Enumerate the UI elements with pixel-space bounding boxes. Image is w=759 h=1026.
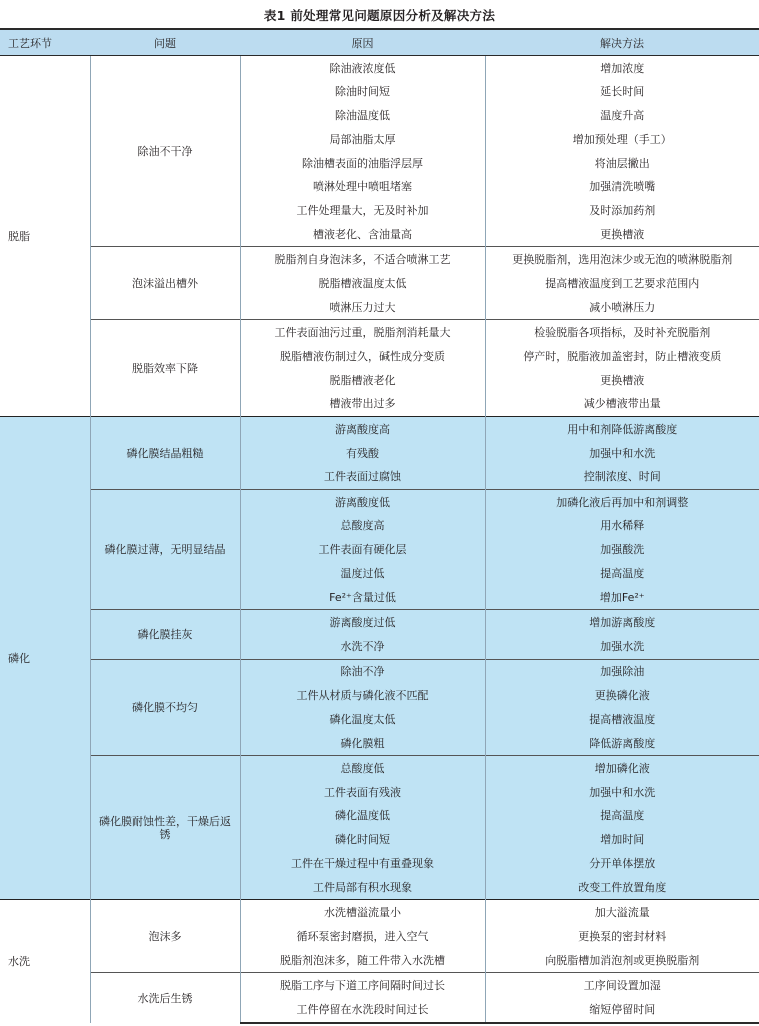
problem-cell: 泡沫溢出槽外 xyxy=(90,247,240,320)
solution-cell: 更换槽液 xyxy=(485,222,759,247)
table-row xyxy=(0,756,759,781)
header-problem: 问题 xyxy=(90,29,240,56)
table-row xyxy=(0,56,759,81)
solution-cell: 更换泵的密封材料 xyxy=(485,925,759,949)
cause-cell: 除油温度低 xyxy=(240,104,485,128)
solution-cell: 提高温度 xyxy=(485,804,759,828)
cause-cell: 水洗不净 xyxy=(240,634,485,659)
problem-cell: 磷化膜挂灰 xyxy=(90,610,240,659)
cause-cell: 脱脂槽液伤制过久，碱性成分变质 xyxy=(240,344,485,368)
solution-cell: 向脱脂槽加消泡剂或更换脱脂剂 xyxy=(485,948,759,973)
cause-cell: 脱脂工序与下道工序间隔时间过长 xyxy=(240,973,485,998)
solution-cell: 缩短停留时间 xyxy=(485,997,759,1023)
solution-cell: 延长时间 xyxy=(485,80,759,104)
solution-cell: 将油层撇出 xyxy=(485,151,759,175)
solution-cell: 分开单体摆放 xyxy=(485,851,759,875)
cause-cell: 槽液带出过多 xyxy=(240,392,485,417)
cause-cell: 局部油脂太厚 xyxy=(240,128,485,152)
solution-cell: 增加磷化液 xyxy=(485,756,759,781)
cause-cell: 游离酸度低 xyxy=(240,490,485,515)
cause-cell: 喷淋处理中喷咀堵塞 xyxy=(240,175,485,199)
solution-cell: 降低游离酸度 xyxy=(485,731,759,756)
problem-cell: 磷化膜结晶粗糙 xyxy=(90,417,240,490)
solution-cell: 提高槽液温度 xyxy=(485,707,759,731)
table-row xyxy=(0,320,759,345)
solution-cell: 加大溢流量 xyxy=(485,900,759,925)
cause-cell: 磷化时间短 xyxy=(240,828,485,852)
section-0 xyxy=(0,56,759,417)
solution-cell: 及时添加药剂 xyxy=(485,199,759,223)
cause-cell: 工件局部有积水现象 xyxy=(240,875,485,900)
solution-cell: 提高槽液温度到工艺要求范围内 xyxy=(485,272,759,296)
cause-cell: 工件表面过腐蚀 xyxy=(240,465,485,490)
solution-cell: 加磷化液后再加中和剂调整 xyxy=(485,490,759,515)
problem-cell: 磷化膜耐蚀性差，干燥后返锈 xyxy=(90,756,240,900)
cause-cell: 工件表面油污过重，脱脂剂消耗量大 xyxy=(240,320,485,345)
solution-cell: 工序间设置加湿 xyxy=(485,973,759,998)
header-row xyxy=(0,29,759,56)
solution-cell: 加强水洗 xyxy=(485,634,759,659)
solution-cell: 更换脱脂剂，选用泡沫少或无泡的喷淋脱脂剂 xyxy=(485,247,759,272)
cause-cell: 脱脂剂自身泡沫多，不适合喷淋工艺 xyxy=(240,247,485,272)
problem-cell: 磷化膜过薄，无明显结晶 xyxy=(90,490,240,610)
cause-cell: 脱脂槽液老化 xyxy=(240,368,485,392)
problem-cell: 除油不干净 xyxy=(90,56,240,247)
header-cause: 原因 xyxy=(240,29,485,56)
cause-cell: 游离酸度过低 xyxy=(240,610,485,635)
table-title: 表1 前处理常见问题原因分析及解决方法 xyxy=(263,8,496,23)
cause-cell: 除油不净 xyxy=(240,659,485,684)
cause-cell: 游离酸度高 xyxy=(240,417,485,442)
solution-cell: 增加预处理（手工） xyxy=(485,128,759,152)
problem-cell: 水洗后生锈 xyxy=(90,973,240,1023)
cause-cell: 磷化膜粗 xyxy=(240,731,485,756)
cause-cell: 总酸度高 xyxy=(240,514,485,538)
cause-cell: 磷化温度太低 xyxy=(240,707,485,731)
problem-cell: 磷化膜不均匀 xyxy=(90,659,240,756)
cause-cell: 除油槽表面的油脂浮层厚 xyxy=(240,151,485,175)
table-row xyxy=(0,490,759,515)
cause-cell: 循环泵密封磨损，进入空气 xyxy=(240,925,485,949)
header-stage: 工艺环节 xyxy=(0,29,90,56)
solution-cell: 加强清洗喷嘴 xyxy=(485,175,759,199)
solution-cell: 减小喷淋压力 xyxy=(485,295,759,320)
stage-cell: 磷化 xyxy=(0,417,90,900)
cause-cell: 脱脂剂泡沫多，随工件带入水洗槽 xyxy=(240,948,485,973)
solution-cell: 检验脱脂各项指标，及时补充脱脂剂 xyxy=(485,320,759,345)
solution-cell: 更换磷化液 xyxy=(485,684,759,708)
solution-cell: 增加浓度 xyxy=(485,56,759,81)
cause-cell: 水洗槽溢流量小 xyxy=(240,900,485,925)
cause-cell: 工件表面有硬化层 xyxy=(240,538,485,562)
cause-cell: 槽液老化、含油量高 xyxy=(240,222,485,247)
cause-cell: 总酸度低 xyxy=(240,756,485,781)
section-1 xyxy=(0,417,759,900)
solution-cell: 控制浓度、时间 xyxy=(485,465,759,490)
problem-cell: 脱脂效率下降 xyxy=(90,320,240,417)
cause-cell: 有残酸 xyxy=(240,441,485,465)
solution-cell: 停产时，脱脂液加盖密封，防止槽液变质 xyxy=(485,344,759,368)
solution-cell: 加强除油 xyxy=(485,659,759,684)
solution-cell: 增加Fe²⁺ xyxy=(485,585,759,610)
table-row xyxy=(0,247,759,272)
cause-cell: 除油液浓度低 xyxy=(240,56,485,81)
solution-cell: 更换槽液 xyxy=(485,368,759,392)
troubleshooting-table xyxy=(0,28,759,1024)
solution-cell: 加强中和水洗 xyxy=(485,441,759,465)
solution-cell: 加强酸洗 xyxy=(485,538,759,562)
cause-cell: 工件表面有残液 xyxy=(240,780,485,804)
solution-cell: 提高温度 xyxy=(485,562,759,586)
cause-cell: 除油时间短 xyxy=(240,80,485,104)
solution-cell: 减少槽液带出量 xyxy=(485,392,759,417)
cause-cell: 工件处理量大，无及时补加 xyxy=(240,199,485,223)
table-row xyxy=(0,900,759,925)
cause-cell: 工件停留在水洗段时间过长 xyxy=(240,997,485,1023)
solution-cell: 温度升高 xyxy=(485,104,759,128)
solution-cell: 增加时间 xyxy=(485,828,759,852)
section-2 xyxy=(0,900,759,1023)
solution-cell: 改变工件放置角度 xyxy=(485,875,759,900)
table-row xyxy=(0,973,759,998)
table-row xyxy=(0,417,759,442)
cause-cell: 工件在干燥过程中有重叠现象 xyxy=(240,851,485,875)
table-row xyxy=(0,610,759,635)
cause-cell: 喷淋压力过大 xyxy=(240,295,485,320)
cause-cell: 工件从材质与磷化液不匹配 xyxy=(240,684,485,708)
header-solution: 解决方法 xyxy=(485,29,759,56)
solution-cell: 增加游离酸度 xyxy=(485,610,759,635)
solution-cell: 用中和剂降低游离酸度 xyxy=(485,417,759,442)
stage-cell: 脱脂 xyxy=(8,229,30,243)
cause-cell: 脱脂槽液温度太低 xyxy=(240,272,485,296)
solution-cell: 加强中和水洗 xyxy=(485,780,759,804)
cause-cell: 温度过低 xyxy=(240,562,485,586)
solution-cell: 用水稀释 xyxy=(485,514,759,538)
cause-cell: Fe²⁺含量过低 xyxy=(240,585,485,610)
table-row xyxy=(0,659,759,684)
stage-cell: 水洗 xyxy=(0,900,90,1023)
problem-cell: 泡沫多 xyxy=(90,900,240,973)
cause-cell: 磷化温度低 xyxy=(240,804,485,828)
